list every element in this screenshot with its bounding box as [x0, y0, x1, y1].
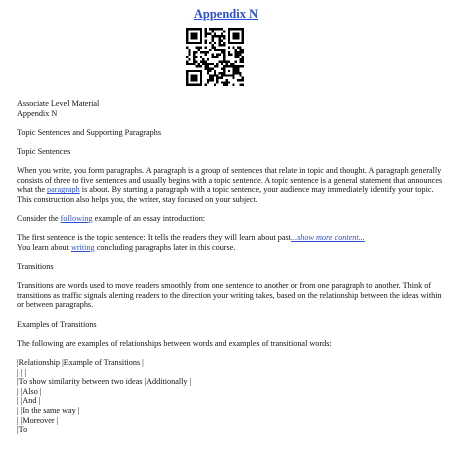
show-more-link[interactable]: ...show more content... [290, 233, 365, 243]
table-row: | |In the same way | [17, 406, 80, 415]
table-row: |To show similarity between two ideas |Additionally | [17, 377, 192, 387]
section-heading-transitions: Transitions [17, 262, 54, 272]
table-row: | |Also | [17, 386, 42, 396]
link-following[interactable]: following [60, 214, 93, 224]
doc-line-associate: Associate Level Material [17, 99, 100, 108]
link-writing[interactable]: writing [70, 242, 95, 252]
document-body [17, 99, 445, 435]
paragraph-transitions: Transitions are words used to move readers smoothly from one sentence to another or from one paragraph to another. Think of transitions as traffic signals alerting readers to the direction your writing takes, based on the relationship between the ideas within or between paragraphs. [17, 281, 442, 310]
paragraph-learn: You learn about writing concluding paragraphs later in this course. [17, 242, 236, 252]
paragraph-examples-intro: The following are examples of relationships between words and examples of transitional words: [17, 338, 332, 348]
page-title[interactable]: Appendix N [193, 7, 259, 21]
section-heading-examples: Examples of Transitions [17, 319, 97, 329]
table-row: | |Moreover | [17, 415, 59, 425]
table-row: | | | [17, 367, 27, 377]
table-row: |To [17, 425, 28, 435]
table-row: | |And | [17, 396, 41, 406]
paragraph-intro: When you write, you form paragraphs. A paragraph is a group of sentences that relate in topic and thought. A paragraph generally consists of three to five sentences and usually begins with a topic sentence. A topic sentence is a general statement that announces what the paragraph is about. By starting a paragraph with a topic sentence, your audience may immediately identify your topic. This construction also helps you, the writer, stay focused on your subject. [17, 166, 443, 204]
doc-line-appendix: Appendix N [17, 108, 58, 118]
paragraph-first-sentence: The first sentence is the topic sentence: It tells the readers they will learn about past...show more content... [17, 233, 365, 243]
paragraph-consider: Consider the following example of an essay introduction: [17, 214, 206, 224]
table-row: |Relationship |Example of Transitions | [17, 358, 144, 368]
link-paragraph[interactable]: paragraph [47, 185, 80, 195]
transitions-table [17, 358, 445, 435]
qr-code-icon [186, 28, 244, 86]
subheading-topic-sentences: Topic Sentences [17, 146, 71, 156]
section-heading-topic-sentences: Topic Sentences and Supporting Paragraphs [17, 127, 162, 137]
